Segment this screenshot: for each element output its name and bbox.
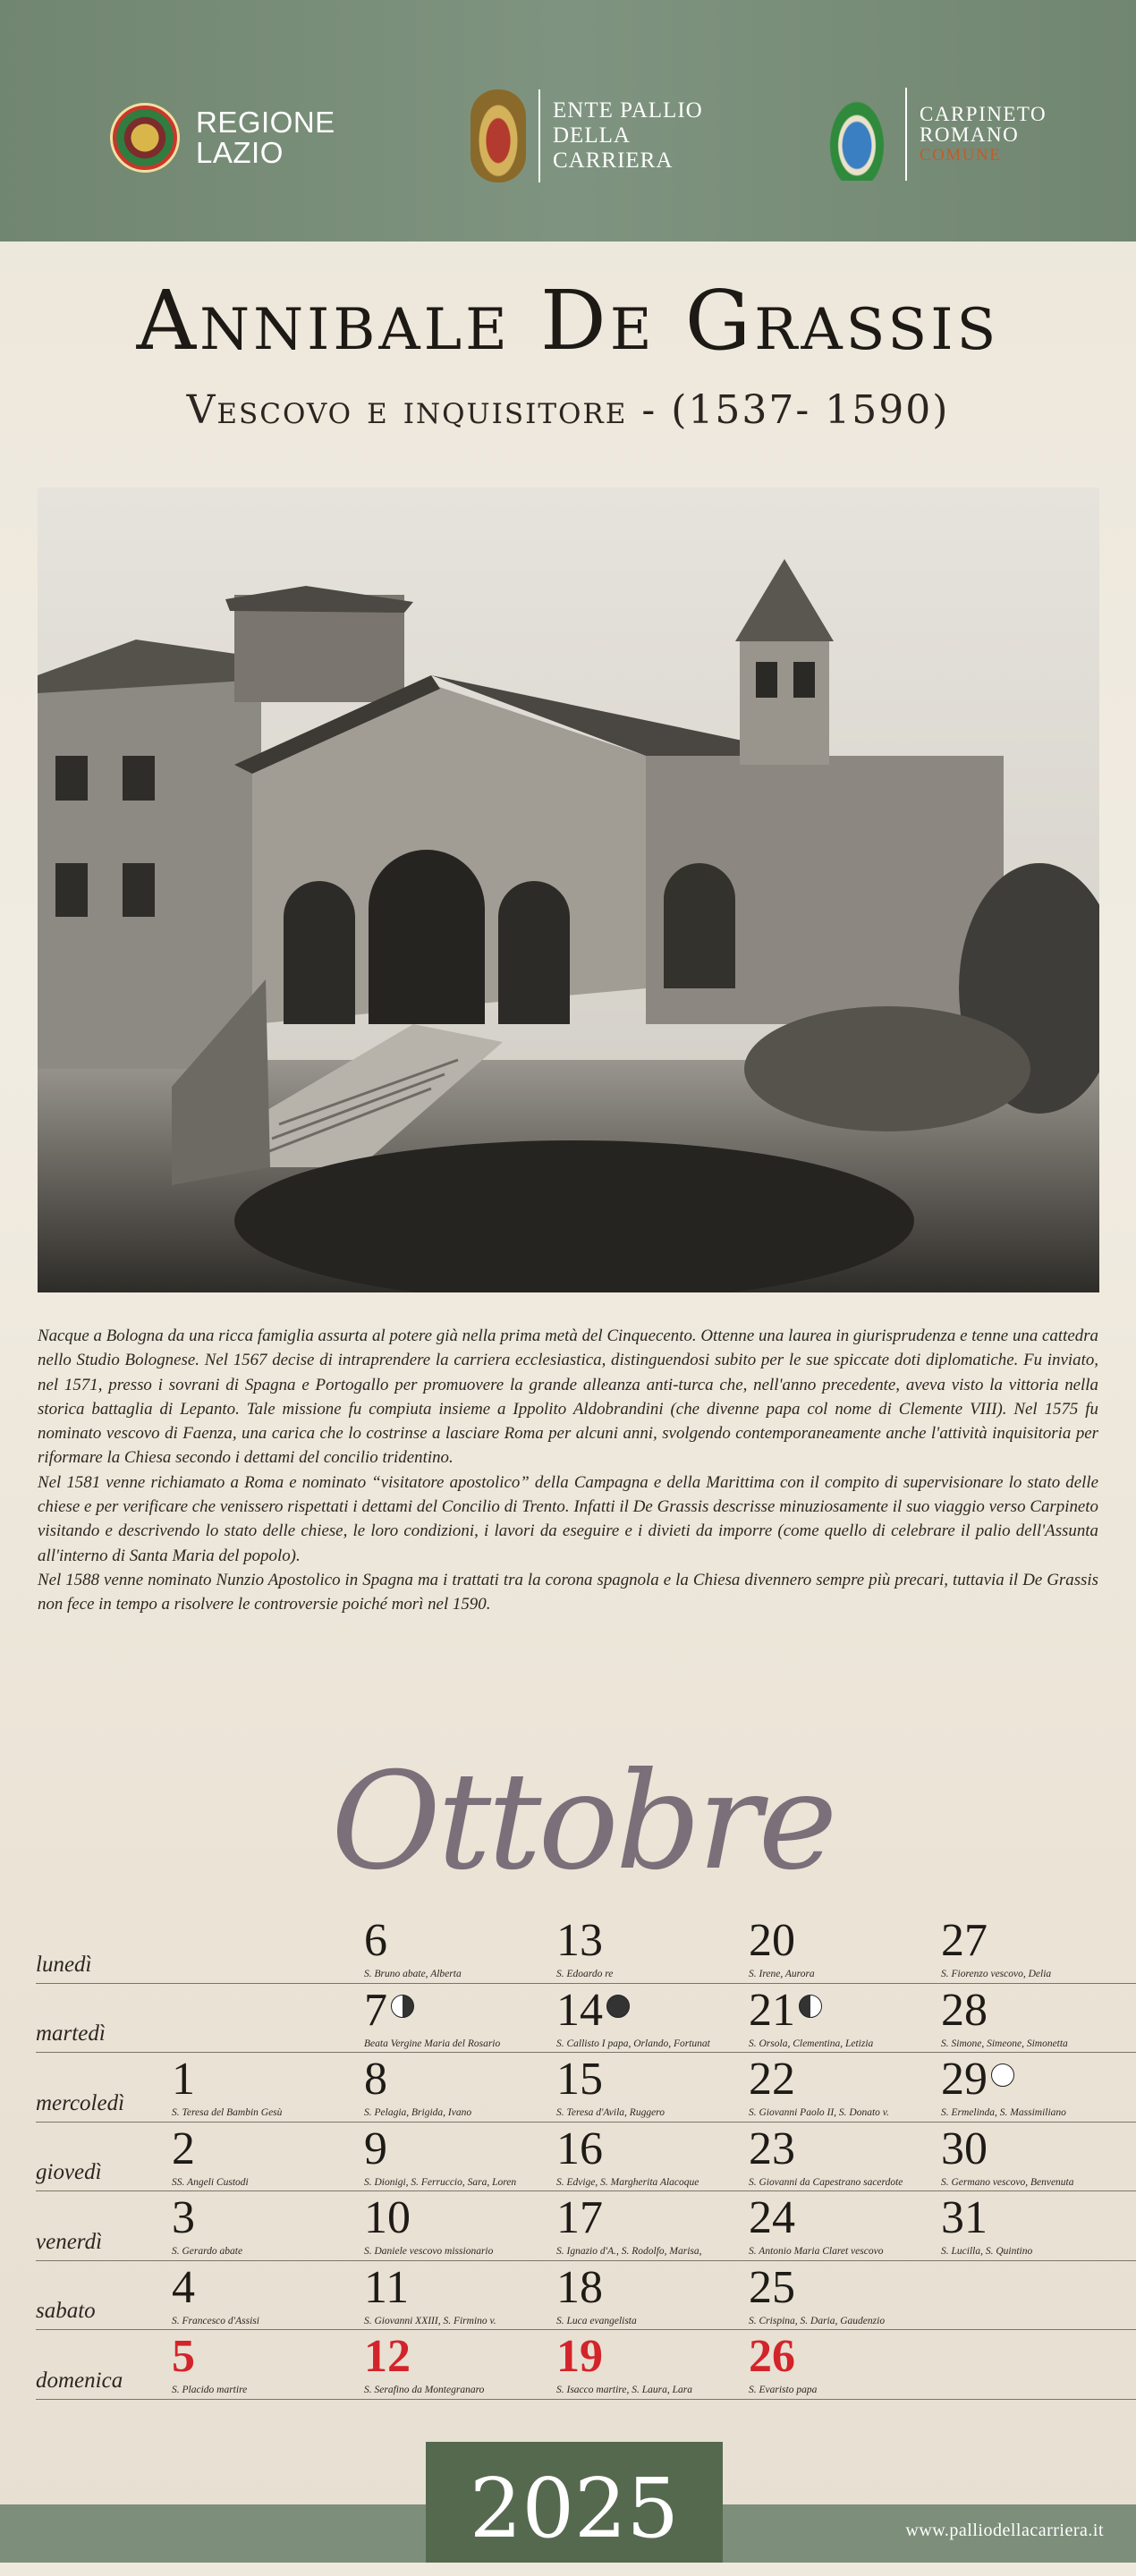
calendar-day-cell[interactable] bbox=[556, 2053, 749, 2121]
saint-name: S. Giovanni Paolo II, S. Donato v. bbox=[749, 2107, 889, 2118]
saint-name: S. Callisto I papa, Orlando, Fortunat bbox=[556, 2038, 710, 2049]
day-number bbox=[749, 1915, 795, 1966]
pallio-line3: CARRIERA bbox=[553, 148, 674, 173]
day-number bbox=[749, 2331, 795, 2382]
saint-name: S. Edvige, S. Margherita Alacoque bbox=[556, 2176, 699, 2188]
biography-text bbox=[38, 1324, 1098, 1617]
day-number bbox=[749, 2056, 795, 2103]
calendar-day-cell[interactable] bbox=[172, 2123, 364, 2190]
calendar-row bbox=[36, 2191, 1136, 2261]
calendar-day-cell[interactable] bbox=[172, 2330, 364, 2398]
calendar-row bbox=[36, 2053, 1136, 2123]
saint-name: S. Teresa d'Avila, Ruggero bbox=[556, 2107, 665, 2118]
saint-name: S. Placido martire bbox=[172, 2385, 248, 2395]
day-number bbox=[941, 1984, 988, 2036]
carpineto-romano-logo[interactable] bbox=[821, 88, 1047, 181]
regione-lazio-logo[interactable] bbox=[110, 103, 335, 173]
saint-name: S. Teresa del Bambin Gesù bbox=[172, 2107, 283, 2118]
day-number-text: 19 bbox=[556, 2331, 603, 2382]
saint-name: S. Lucilla, S. Quintino bbox=[941, 2246, 1033, 2257]
day-number-text: 29 bbox=[941, 2054, 988, 2105]
saint-name: S. Edoardo re bbox=[556, 1969, 614, 1979]
day-number-text: 3 bbox=[172, 2192, 195, 2243]
saint-name: S. Irene, Aurora bbox=[749, 1969, 815, 1979]
calendar-day-cell[interactable] bbox=[364, 2261, 556, 2329]
saint-name: S. Giovanni XXIII, S. Firmino v. bbox=[364, 2315, 496, 2326]
calendar-day-cell[interactable] bbox=[364, 1914, 556, 1982]
saint-name: S. Daniele vescovo missionario bbox=[364, 2246, 494, 2257]
calendar-row bbox=[36, 2261, 1136, 2331]
saint-name: S. Orsola, Clementina, Letizia bbox=[749, 2038, 874, 2049]
day-number bbox=[941, 1915, 988, 1966]
carpineto-text bbox=[920, 104, 1047, 165]
calendar-day-cell[interactable] bbox=[749, 1984, 941, 2052]
day-number bbox=[172, 2261, 195, 2313]
logo-divider bbox=[538, 89, 540, 182]
lazio-line1: REGIONE bbox=[196, 106, 335, 139]
day-number bbox=[364, 1915, 387, 1966]
day-number bbox=[941, 2192, 988, 2243]
day-number bbox=[749, 2123, 795, 2174]
calendar-day-cell[interactable] bbox=[941, 2191, 1133, 2259]
website-link[interactable]: www.palliodellacarriera.it bbox=[905, 2521, 1104, 2540]
calendar-day-cell[interactable] bbox=[556, 1914, 749, 1982]
calendar-day-cell[interactable] bbox=[364, 2191, 556, 2259]
calendar-day-cell[interactable] bbox=[941, 2123, 1133, 2190]
day-number bbox=[364, 2056, 387, 2103]
day-number-text: 20 bbox=[749, 1915, 795, 1966]
day-number bbox=[172, 2331, 195, 2382]
day-number-text: 1 bbox=[172, 2054, 195, 2105]
day-number-text: 27 bbox=[941, 1915, 988, 1966]
saint-name: Beata Vergine Maria del Rosario bbox=[364, 2038, 501, 2049]
saint-name: S. Germano vescovo, Benvenuta bbox=[941, 2176, 1074, 2188]
saint-name: S. Fiorenzo vescovo, Delia bbox=[941, 1969, 1052, 1979]
day-number bbox=[364, 2331, 411, 2382]
weekday-label: lunedì bbox=[36, 1952, 92, 1977]
day-number-text: 23 bbox=[749, 2123, 795, 2174]
header-band bbox=[0, 0, 1136, 242]
pallio-line2: DELLA bbox=[553, 123, 631, 148]
calendar-day-cell[interactable] bbox=[749, 2053, 941, 2121]
bio-paragraph: Nel 1581 venne richiamato a Roma e nominato “visitatore apostolico” della Campagna e della Marittima con il compito di supervisionare lo stato delle chiese e per verificare che venissero rispettati i dettami del Concilio di Trento. Infatti il De Grassis descrisse minuziosamente il suo viaggio verso Carpineto visitando e descrivendo lo stato delle chiese, le loro condizioni, i lavori da eseguire e i divieti da imporre (come quello di celebrare il palio dell'Assunta all'interno di Santa Maria del popolo). bbox=[38, 1472, 1098, 1565]
bio-paragraph: Nel 1588 venne nominato Nunzio Apostolico in Spagna ma i trattati tra la corona spagnola e la Chiesa divennero sempre più precari, tuttavia il De Grassis non fece in tempo a risolvere le controversie poiché morì nel 1590. bbox=[38, 1570, 1098, 1614]
calendar-day-cell[interactable] bbox=[941, 1914, 1133, 1982]
day-number bbox=[556, 1984, 630, 2036]
day-number bbox=[941, 2056, 1014, 2103]
saint-name: S. Ermelinda, S. Massimiliano bbox=[941, 2107, 1066, 2118]
day-number bbox=[749, 2261, 795, 2313]
day-number-text: 15 bbox=[556, 2054, 603, 2105]
day-number-text: 12 bbox=[364, 2331, 411, 2382]
calendar-row bbox=[36, 2123, 1136, 2192]
day-number-text: 18 bbox=[556, 2261, 603, 2313]
day-number-text: 10 bbox=[364, 2192, 411, 2243]
calendar-day-cell[interactable] bbox=[364, 2330, 556, 2398]
saint-name: S. Evaristo papa bbox=[749, 2385, 818, 2395]
day-number-text: 30 bbox=[941, 2123, 988, 2174]
moon-phase-icon bbox=[991, 2063, 1014, 2087]
day-number-text: 13 bbox=[556, 1915, 603, 1966]
day-number-text: 25 bbox=[749, 2261, 795, 2313]
weekday-label: sabato bbox=[36, 2299, 96, 2323]
day-number-text: 8 bbox=[364, 2054, 387, 2105]
day-number bbox=[364, 2123, 387, 2174]
regione-lazio-text bbox=[196, 107, 335, 168]
saint-name: S. Gerardo abate bbox=[172, 2246, 243, 2257]
saint-name: S. Luca evangelista bbox=[556, 2315, 637, 2326]
day-number bbox=[364, 2261, 410, 2313]
moon-phase-icon bbox=[606, 1995, 630, 2018]
day-number-text: 2 bbox=[172, 2123, 195, 2174]
calendar-day-cell[interactable] bbox=[941, 2053, 1133, 2121]
ente-pallio-logo[interactable] bbox=[471, 89, 703, 182]
saint-name: S. Crispina, S. Daria, Gaudenzio bbox=[749, 2315, 886, 2326]
day-number-text: 28 bbox=[941, 1984, 988, 2036]
saint-name: S. Giovanni da Capestrano sacerdote bbox=[749, 2176, 903, 2188]
calendar-day-cell[interactable] bbox=[172, 2191, 364, 2259]
calendar-grid bbox=[36, 1914, 1136, 2400]
day-number-text: 17 bbox=[556, 2192, 603, 2243]
page-subtitle: Vescovo e inquisitore - (1537- 1590) bbox=[186, 387, 950, 433]
day-number-text: 22 bbox=[749, 2054, 795, 2105]
day-number bbox=[556, 2192, 603, 2243]
day-number bbox=[364, 1984, 414, 2036]
day-number-text: 21 bbox=[749, 1984, 795, 2036]
weekday-label: mercoledì bbox=[36, 2090, 125, 2115]
day-number bbox=[172, 2056, 195, 2103]
day-number bbox=[749, 1984, 822, 2036]
day-number bbox=[364, 2192, 411, 2243]
calendar-day-cell[interactable] bbox=[749, 2123, 941, 2190]
carpineto-coat-of-arms-icon bbox=[821, 88, 893, 181]
day-number-text: 24 bbox=[749, 2192, 795, 2243]
lazio-line2: LAZIO bbox=[196, 136, 284, 169]
saint-name: S. Bruno abate, Alberta bbox=[364, 1969, 462, 1979]
calendar-day-cell[interactable] bbox=[749, 1914, 941, 1982]
calendar-day-cell[interactable] bbox=[749, 2191, 941, 2259]
historic-church-photo bbox=[38, 487, 1099, 1292]
calendar-day-cell[interactable] bbox=[556, 2123, 749, 2190]
day-number bbox=[556, 2056, 603, 2103]
saint-name: S. Dionigi, S. Ferruccio, Sara, Loren bbox=[364, 2176, 517, 2188]
carpineto-line2: ROMANO bbox=[920, 123, 1020, 146]
logo-divider bbox=[905, 88, 907, 181]
calendar-day-cell[interactable] bbox=[364, 2053, 556, 2121]
page-title: Annibale De Grassis bbox=[136, 273, 1000, 369]
carpineto-line3: COMUNE bbox=[920, 145, 1002, 165]
day-number-text: 4 bbox=[172, 2261, 195, 2313]
calendar-row bbox=[36, 2330, 1136, 2400]
saint-name: S. Francesco d'Assisi bbox=[172, 2315, 259, 2326]
calendar-day-cell[interactable] bbox=[556, 2191, 749, 2259]
calendar-day-cell[interactable] bbox=[556, 2261, 749, 2329]
regione-lazio-emblem-icon bbox=[110, 103, 180, 173]
carpineto-line1: CARPINETO bbox=[920, 102, 1047, 125]
bio-paragraph: Nacque a Bologna da una ricca famiglia assurta al potere già nella prima metà del Cinquecento. Ottenne una laurea in giurisprudenza e tenne una cattedra nello Studio Bolognese. Nel 1567 decise di intraprendere la carriera ecclesiastica, distinguendosi subito per le sue spiccate doti diplomatiche. Fu inviato, nel 1571, presso i sovrani di Spagna e Portogallo per promuovere la grande alleanza anti-turca che, nell'anno precedente, aveva visto la vittoria nella storica battaglia di Lepanto. Tale missione fu compiuta insieme a Ippolito Aldobrandini (che divenne papa col nome di Clemente VIII). Nel 1575 fu nominato vescovo di Faenza, una carica che lo costrinse a lasciare Roma per alcuni anni, svolgendo contemporaneamente anche l'attività inquisitoria per riformare la Chiesa secondo i dettami del concilio tridentino. bbox=[38, 1326, 1098, 1468]
calendar-row bbox=[36, 1914, 1136, 1984]
moon-phase-icon bbox=[391, 1995, 414, 2018]
day-number bbox=[941, 2123, 988, 2174]
calendar-day-cell[interactable] bbox=[172, 2053, 364, 2121]
weekday-label: giovedì bbox=[36, 2160, 102, 2184]
calendar-day-cell[interactable] bbox=[749, 2261, 941, 2329]
calendar-day-cell[interactable] bbox=[556, 1984, 749, 2052]
ente-pallio-text bbox=[553, 98, 703, 174]
day-number bbox=[556, 1915, 603, 1966]
day-number bbox=[172, 2192, 195, 2243]
day-number-text: 5 bbox=[172, 2331, 195, 2382]
saint-name: S. Serafino da Montegranaro bbox=[364, 2385, 485, 2395]
calendar-row bbox=[36, 1984, 1136, 2054]
day-number-text: 31 bbox=[941, 2192, 988, 2243]
day-number bbox=[556, 2261, 603, 2313]
weekday-label: domenica bbox=[36, 2368, 123, 2393]
day-number-text: 11 bbox=[364, 2261, 410, 2313]
weekday-label: venerdì bbox=[36, 2229, 103, 2254]
calendar-day-cell[interactable] bbox=[364, 2123, 556, 2190]
calendar-day-cell[interactable] bbox=[749, 2330, 941, 2398]
day-number-text: 26 bbox=[749, 2331, 795, 2382]
calendar-day-cell[interactable] bbox=[556, 2330, 749, 2398]
day-number-text: 14 bbox=[556, 1984, 603, 2036]
day-number bbox=[556, 2123, 603, 2174]
day-number-text: 6 bbox=[364, 1915, 387, 1966]
day-number bbox=[172, 2123, 195, 2174]
calendar-day-cell[interactable] bbox=[941, 1984, 1133, 2052]
saint-name: S. Isacco martire, S. Laura, Lara bbox=[556, 2385, 692, 2395]
weekday-label: martedì bbox=[36, 2021, 106, 2046]
saint-name: SS. Angeli Custodi bbox=[172, 2176, 249, 2188]
day-number-text: 9 bbox=[364, 2123, 387, 2174]
calendar-day-cell[interactable] bbox=[172, 2261, 364, 2329]
moon-phase-icon bbox=[799, 1995, 822, 2018]
saint-name: S. Simone, Simeone, Simonetta bbox=[941, 2038, 1068, 2049]
pallio-line1: ENTE PALLIO bbox=[553, 98, 703, 123]
day-number-text: 16 bbox=[556, 2123, 603, 2174]
day-number bbox=[749, 2192, 795, 2243]
day-number-text: 7 bbox=[364, 1984, 387, 2036]
day-number bbox=[556, 2331, 603, 2382]
saint-name: S. Ignazio d'A., S. Rodolfo, Marisa, bbox=[556, 2246, 702, 2257]
month-title: Ottobre bbox=[331, 1744, 835, 1900]
saint-name: S. Pelagia, Brigida, Ivano bbox=[364, 2107, 472, 2118]
year-label: 2025 bbox=[426, 2442, 723, 2563]
pallio-coat-of-arms-icon bbox=[471, 89, 526, 182]
saint-name: S. Antonio Maria Claret vescovo bbox=[749, 2246, 884, 2257]
calendar-day-cell[interactable] bbox=[364, 1984, 556, 2052]
